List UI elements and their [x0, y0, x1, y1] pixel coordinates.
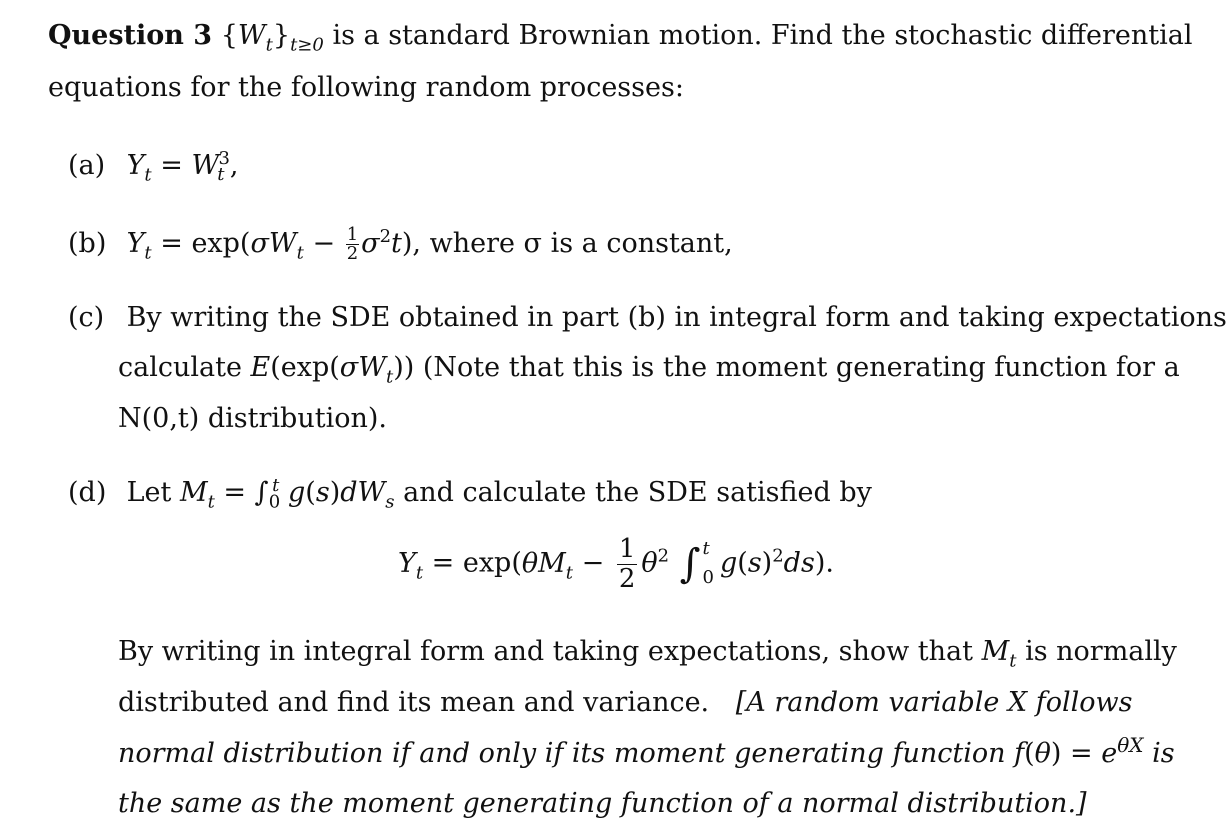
intro-line-2: equations for the following random processes: [48, 72, 684, 103]
hint-formula: $f(\theta) = e^{\theta X}$ [1014, 733, 1144, 769]
part-c-formula: calculate $E(\exp(\sigma W_t))$ [118, 352, 415, 388]
part-d-text-1: and calculate the SDE satisfied by [403, 477, 872, 508]
part-a-formula: $Y_t = W_t^3$, [126, 148, 239, 186]
brownian-set: $\{W_t\}_{t\ge 0}$ [220, 20, 324, 56]
part-a [68, 148, 239, 186]
part-c-label: (c) [68, 302, 105, 333]
hint-text-3: the same as the moment generating function of a normal distribution.] [118, 788, 1087, 819]
part-c-line-1 [68, 302, 1227, 333]
part-c-line-2 [118, 352, 1180, 388]
display-equation: $Y_t = \exp(\theta M_t$ − $\frac{1}{2}$ $\theta^2$ ∫ t 0 $g(s)^2ds$). [398, 534, 834, 594]
part-d-line-1 [68, 475, 872, 513]
part-b [68, 226, 733, 263]
part-d-text-2-end: is normally [1025, 636, 1177, 667]
part-c-line-3: N(0,t) distribution). [118, 403, 387, 434]
part-d-label: (d) [68, 477, 107, 508]
question-heading: Question 3 [48, 20, 213, 51]
hint-line-3 [118, 788, 1087, 819]
part-d-line-2: By writing in integral form and taking expectations, show that $M_t$ is normally [118, 636, 1177, 672]
intro-text: is a standard Brownian motion. Find the stochastic differential [332, 20, 1193, 51]
part-b-text: where σ is a constant, [429, 228, 733, 259]
part-d-text-3: distributed and find its mean and variance. [118, 687, 710, 718]
hint-line-2 [118, 733, 1175, 769]
intro-line-1 [48, 20, 1193, 56]
hint-line-1: [A random variable X follows [735, 687, 1133, 718]
part-a-label: (a) [68, 150, 106, 181]
hint-text-2-end: is [1152, 738, 1175, 769]
part-d-line-3 [118, 687, 1132, 718]
part-d-formula-m: Let $M_t = \int_0^t$ $g(s)dW_s$ [126, 475, 395, 513]
part-c-text-1: By writing the SDE obtained in part (b) in integral form and taking expectations [126, 302, 1227, 333]
hint-text-2: normal distribution if and only if its moment generating function [118, 738, 1006, 769]
part-b-label: (b) [68, 228, 107, 259]
part-c-text-2: (Note that this is the moment generating function for a [422, 352, 1180, 383]
part-d-text-2: By writing in integral form and taking expectations, show that [118, 636, 973, 667]
part-b-formula: $Y_t = \exp(\sigma W_t$ − $\frac{1}{2}$ $\sigma^2t$), [126, 224, 422, 264]
